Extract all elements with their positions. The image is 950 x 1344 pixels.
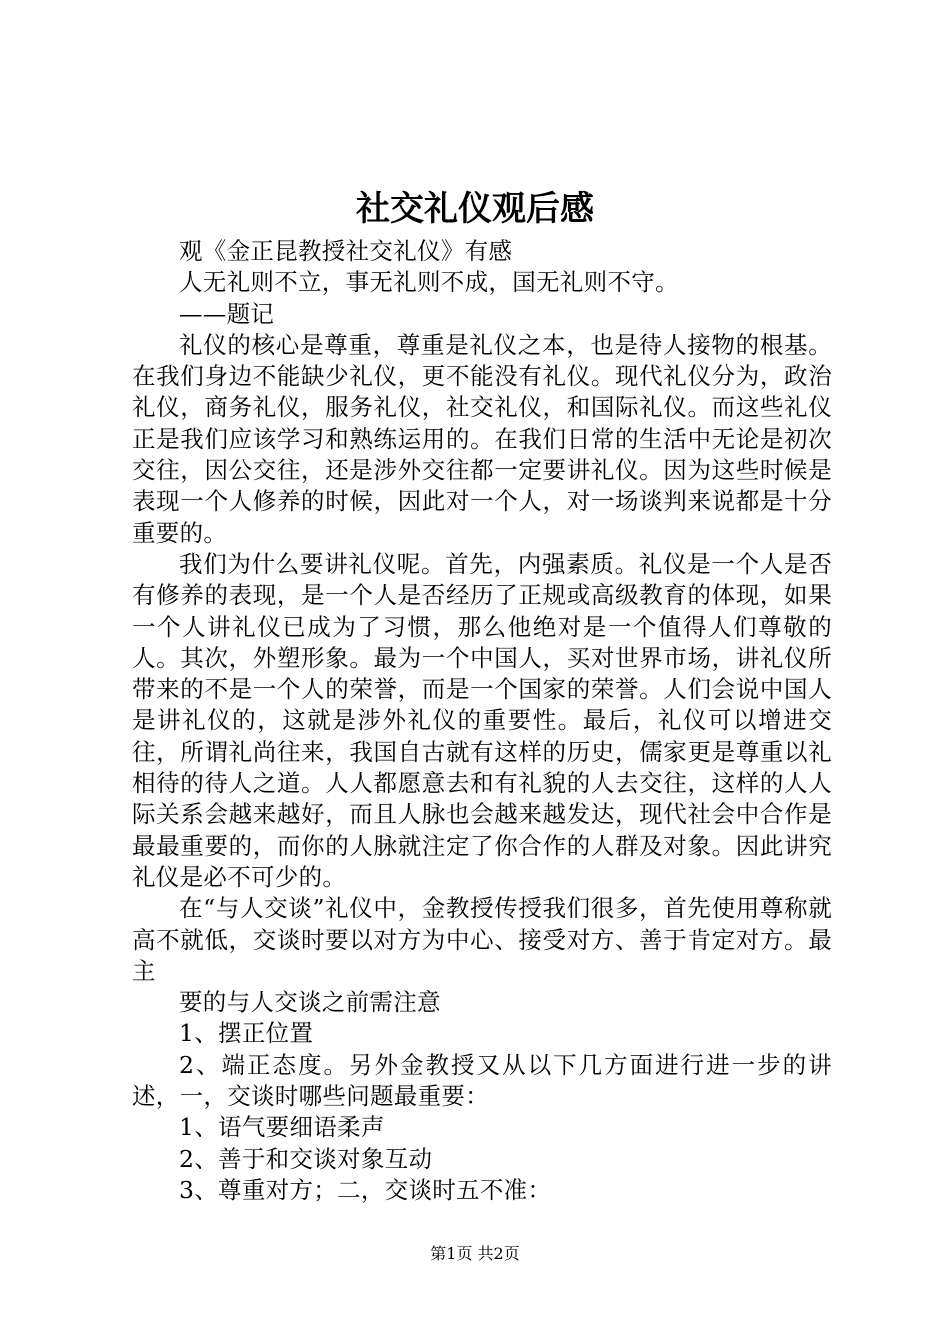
body-paragraph: 要的与人交谈之前需注意: [179, 988, 441, 1017]
body-paragraph: 我们为什么要讲礼仪呢。首先，内强素质。礼仪是一个人是否有修养的表现，是一个人是否经历了正规或高级教育的体现，如果一个人讲礼仪已成为了习惯，那么他绝对是一个值得人们尊敬的人。其次，外塑形象。最为一个中国人，买对世界市场，讲礼仪所带来的不是一个人的荣誉，而是一个国家的荣誉。人们会说中国人是讲礼仪的，这就是涉外礼仪的重要性。最后，礼仪可以增进交往，所谓礼尚往来，我国自古就有这样的历史，儒家更是尊重以礼相待的待人之道。人人都愿意去和有礼貌的人去交往，这样的人人际关系会越来越好，而且人脉也会越来越发达，现代社会中合作是最最重要的，而你的人脉就注定了你合作的人群及对象。因此讲究礼仪是必不可少的。: [132, 549, 832, 891]
list-item: 1、语气要细语柔声: [179, 1113, 385, 1142]
epigraph-paragraph: 人无礼则不立，事无礼则不成，国无礼则不守。: [179, 268, 679, 297]
document-title: 社交礼仪观后感: [356, 189, 594, 229]
epigraph-attribution: ——题记: [179, 299, 275, 328]
list-item: 3、尊重对方；二，交谈时五不准：: [179, 1175, 552, 1204]
page-number-footer: 第1页 共2页: [430, 1244, 520, 1263]
body-paragraph: 在“与人交谈”礼仪中，金教授传授我们很多，首先使用尊称就高不就低，交谈时要以对方为中心、接受对方、善于肯定对方。最主: [132, 894, 832, 985]
subtitle-paragraph: 观《金正昆教授社交礼仪》有感: [179, 237, 513, 265]
list-item: 1、摆正位置: [179, 1019, 314, 1048]
document-body: [132, 236, 832, 1206]
list-item: 2、端正态度。另外金教授又从以下几方面进行进一步的讲述，一，交谈时哪些问题最重要：: [132, 1050, 832, 1111]
list-item: 2、善于和交谈对象互动: [179, 1144, 433, 1173]
body-paragraph: 礼仪的核心是尊重，尊重是礼仪之本，也是待人接物的根基。在我们身边不能缺少礼仪，更不能没有礼仪。现代礼仪分为，政治礼仪，商务礼仪，服务礼仪，社交礼仪，和国际礼仪。而这些礼仪正是我们应该学习和熟练运用的。在我们日常的生活中无论是初次交往，因公交往，还是涉外交往都一定要讲礼仪。因为这些时候是表现一个人修养的时候，因此对一个人，对一场谈判来说都是十分重要的。: [132, 330, 832, 547]
